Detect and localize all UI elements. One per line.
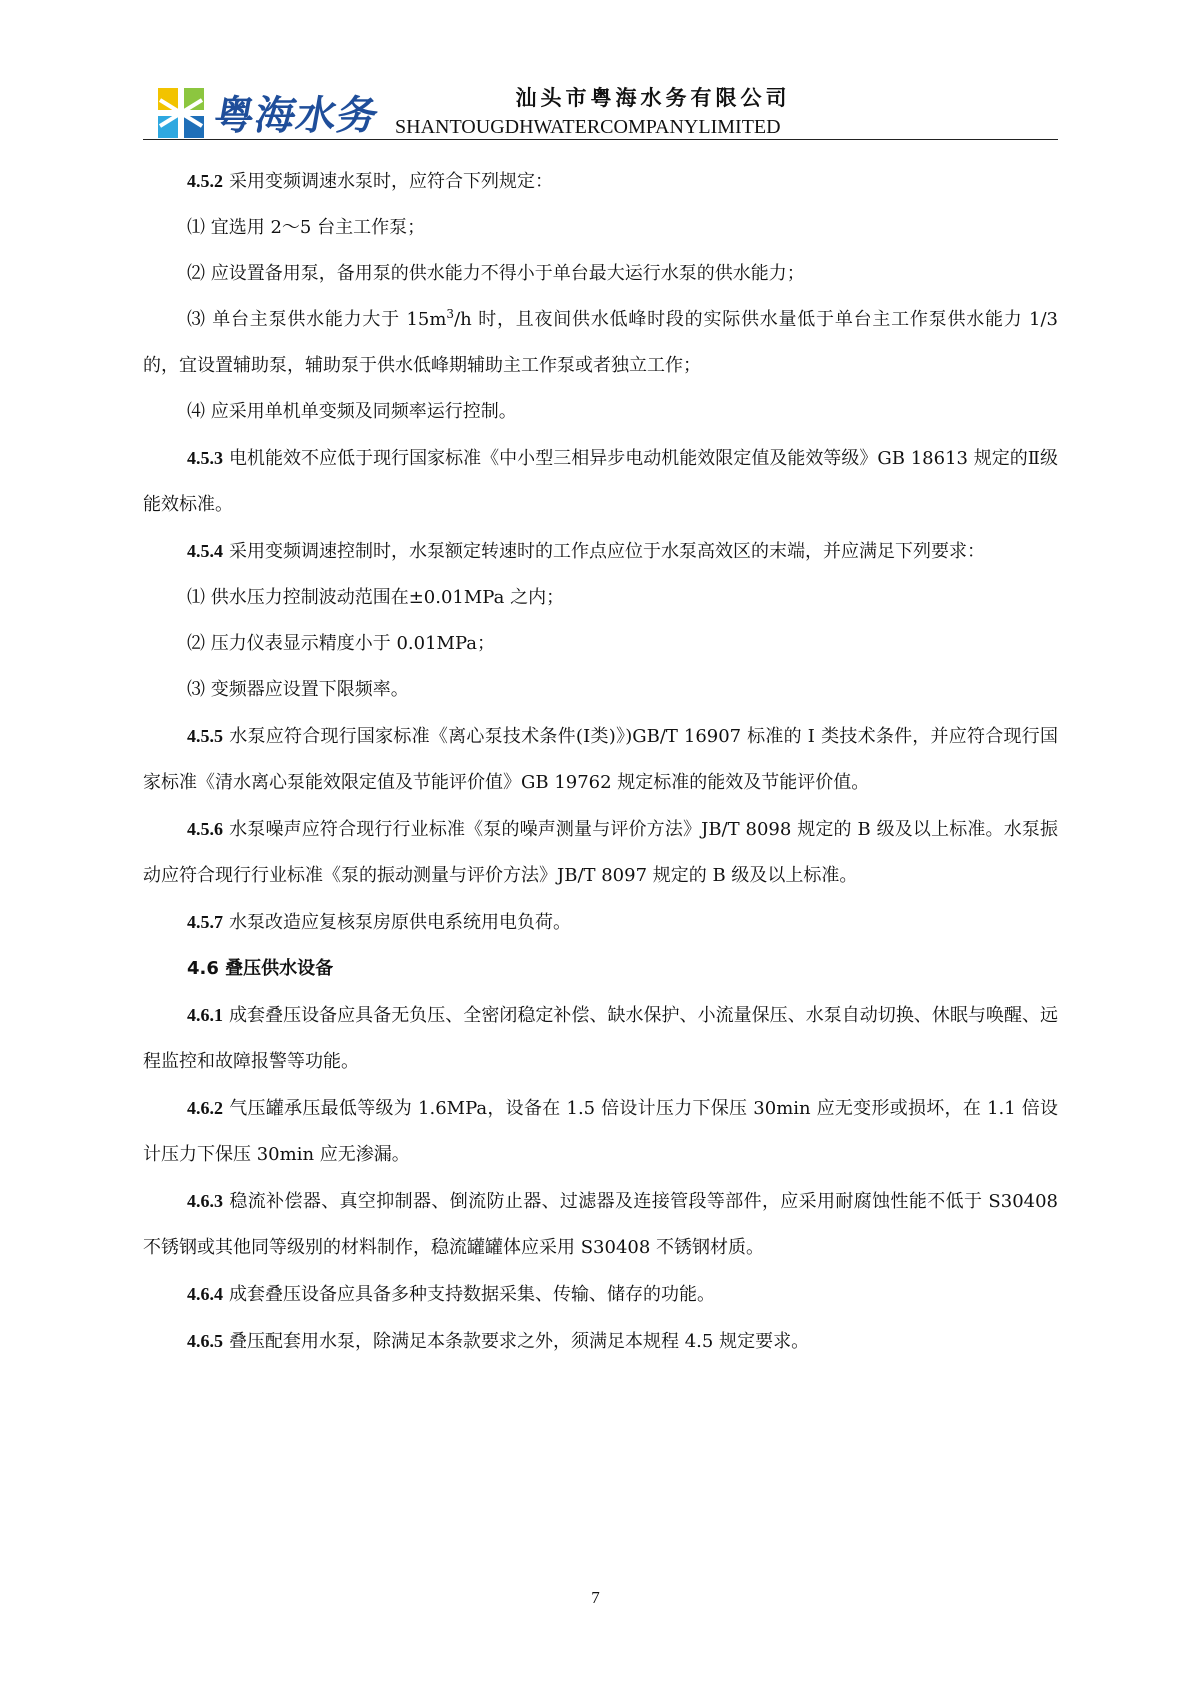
list-item: ⑵ 应设置备用泵，备用泵的供水能力不得小于单台最大运行水泵的供水能力； xyxy=(187,263,805,284)
clause-4-6-1: 4.6.1 成套叠压设备应具备无负压、全密闭稳定补偿、缺水保护、小流量保压、水泵自动切换、休眠与唤醒、远程监控和故障报警等功能。 xyxy=(143,1005,1058,1072)
clause-4-5-2: 4.5.2 采用变频调速水泵时，应符合下列规定： xyxy=(187,171,553,192)
document-body xyxy=(143,158,1058,1365)
clause-4-6-2: 4.6.2 气压罐承压最低等级为 1.6MPa，设备在 1.5 倍设计压力下保压 30min 应无变形或损坏，在 1.1 倍设计压力下保压 30min 应无渗漏。 xyxy=(143,1098,1058,1165)
list-item: ⑴ 供水压力控制波动范围在±0.01MPa 之内； xyxy=(187,587,565,608)
list-item: ⑷ 应采用单机单变频及同频率运行控制。 xyxy=(187,401,517,422)
header-divider xyxy=(143,139,1058,140)
clause-4-5-4: 4.5.4 采用变频调速控制时，水泵额定转速时的工作点应位于水泵高效区的末端，并应满足下列要求： xyxy=(187,541,985,562)
clause-4-6-4: 4.6.4 成套叠压设备应具备多种支持数据采集、传输、储存的功能。 xyxy=(187,1284,715,1305)
clause-4-5-6: 4.5.6 水泵噪声应符合现行行业标准《泵的噪声测量与评价方法》JB/T 8098 规定的 B 级及以上标准。水泵振动应符合现行行业标准《泵的振动测量与评价方法》JB/T 8097 规定的 B 级及以上标准。 xyxy=(143,819,1058,886)
page-number: 7 xyxy=(591,1588,600,1607)
page-header xyxy=(143,78,1058,148)
company-logo-icon xyxy=(156,86,206,140)
company-name-cn: 汕头市粤海水务有限公司 xyxy=(515,86,791,110)
clause-4-5-7: 4.5.7 水泵改造应复核泵房原供电系统用电负荷。 xyxy=(187,912,571,933)
list-item: ⑵ 压力仪表显示精度小于 0.01MPa； xyxy=(187,633,495,654)
clause-4-5-3: 4.5.3 电机能效不应低于现行国家标准《中小型三相异步电动机能效限定值及能效等级》GB 18613 规定的Ⅱ级能效标准。 xyxy=(143,448,1058,515)
company-name-en: SHANTOUGDHWATERCOMPANYLIMITED xyxy=(395,116,781,138)
clause-4-6-5: 4.6.5 叠压配套用水泵，除满足本条款要求之外，须满足本规程 4.5 规定要求。 xyxy=(187,1331,810,1352)
list-item: ⑶ 单台主泵供水能力大于 $15m^3/h$ 时，且夜间供水低峰时段的实际供水量低于单台主工作泵供水能力 1/3 的，宜设置辅助泵，辅助泵于供水低峰期辅助主工作泵或者独立工作； xyxy=(143,307,1058,376)
clause-4-6-3: 4.6.3 稳流补偿器、真空抑制器、倒流防止器、过滤器及连接管段等部件，应采用耐腐蚀性能不低于 S30408 不锈钢或其他同等级别的材料制作，稳流罐罐体应采用 S30408 不锈钢材质。 xyxy=(143,1191,1058,1258)
clause-4-5-5: 4.5.5 水泵应符合现行国家标准《离心泵技术条件(Ⅰ类)》)GB/T 16907 标准的 Ⅰ 类技术条件，并应符合现行国家标准《清水离心泵能效限定值及节能评价值》GB 19762 规定标准的能效及节能评价值。 xyxy=(143,726,1058,793)
section-heading-4-6: 4.6 叠压供水设备 xyxy=(187,958,334,979)
list-item: ⑶ 变频器应设置下限频率。 xyxy=(187,679,409,700)
logo-text: 粤海水务 xyxy=(210,93,383,139)
list-item: ⑴ 宜选用 2～5 台主工作泵； xyxy=(187,217,426,238)
